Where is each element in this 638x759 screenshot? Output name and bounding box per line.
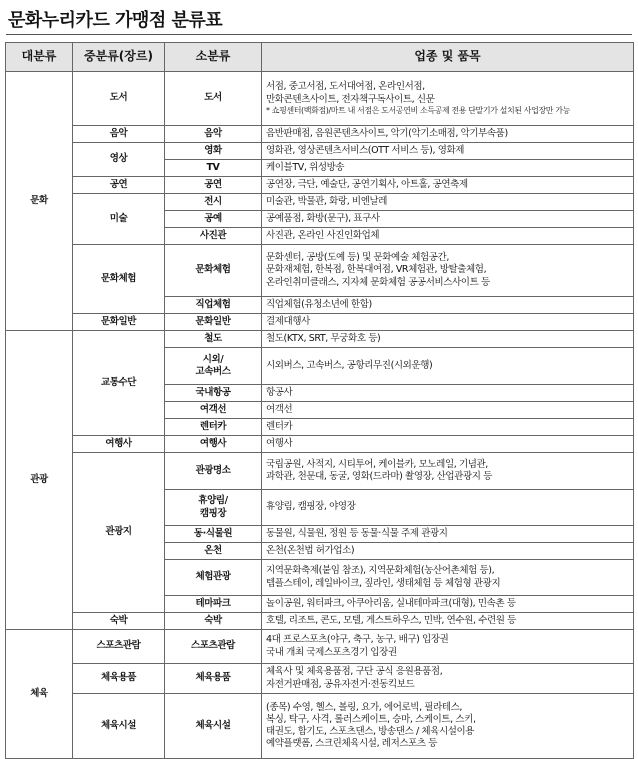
items-books	[262, 72, 634, 126]
mid-art: 미술	[73, 194, 165, 245]
sub-theme-park: 테마파크	[165, 596, 262, 613]
sub-sports-viewing: 스포츠관람	[165, 630, 262, 664]
mid-lodging: 숙박	[73, 613, 165, 630]
sub-movie: 영화	[165, 143, 262, 160]
major-sports: 체육	[6, 630, 73, 759]
items-theme-park: 놀이공원, 워터파크, 아쿠아리움, 실내테마파크(대형), 민속촌 등	[262, 596, 634, 613]
mid-books: 도서	[73, 72, 165, 126]
sub-attractions: 관광명소	[165, 453, 262, 490]
sub-craft: 공예	[165, 211, 262, 228]
items-exhibition: 미술관, 박물관, 화랑, 비엔날레	[262, 194, 634, 211]
page-title: 문화누리카드 가맹점 분류표	[8, 10, 223, 31]
table-row	[6, 314, 634, 331]
table-row	[6, 664, 634, 694]
sub-books: 도서	[165, 72, 262, 126]
items-movie: 영화관, 영상콘텐츠서비스(OTT 서비스 등), 영화제	[262, 143, 634, 160]
sub-zoo-garden: 동·식물원	[165, 526, 262, 543]
mid-travel-agency: 여행사	[73, 436, 165, 453]
table-row	[6, 613, 634, 630]
sub-sports-goods: 체육용품	[165, 664, 262, 694]
sub-rental-car: 렌터카	[165, 419, 262, 436]
sub-forest-camping: 휴양림/ 캠핑장	[165, 490, 262, 526]
items-attractions: 국립공원, 사적지, 시티투어, 케이블카, 모노레일, 기념관, 과학관, 천문대, 동굴, 영화(드라마) 촬영장, 산업관광지 등	[262, 453, 634, 490]
items-sports-goods: 체육사 및 체육용품점, 구단 공식 응원용품점, 자전거판매점, 공유자전거·전동킥보드	[262, 664, 634, 694]
header-items: 업종 및 품목	[262, 43, 634, 72]
table-row	[6, 194, 634, 211]
mid-music: 음악	[73, 126, 165, 143]
items-ferry: 여객선	[262, 402, 634, 419]
items-zoo-garden: 동물원, 식물원, 정원 등 동물·식물 주제 관광지	[262, 526, 634, 543]
sub-culture-experience: 문화체험	[165, 245, 262, 297]
items-music: 음반판매점, 음원콘텐츠사이트, 악기(악기소매점, 악기부속품)	[262, 126, 634, 143]
sub-photo-studio: 사진관	[165, 228, 262, 245]
items-experience-tour: 지역문화축제(붙임 참조), 지역문화체험(농산어촌체험 등), 템플스테이, 레일바이크, 짚라인, 생태체험 등 체험형 관광지	[262, 560, 634, 596]
items-photo-studio: 사진관, 온라인 사진인화업체	[262, 228, 634, 245]
table-row	[6, 630, 634, 664]
sub-culture-general: 문화일반	[165, 314, 262, 331]
major-tourism: 관광	[6, 331, 73, 630]
mid-video: 영상	[73, 143, 165, 177]
sub-domestic-air: 국내항공	[165, 385, 262, 402]
sub-performance: 공연	[165, 177, 262, 194]
sub-experience-tour: 체험관광	[165, 560, 262, 596]
items-job-experience: 직업체험(유청소년에 한함)	[262, 297, 634, 314]
table-row	[6, 694, 634, 759]
title-divider	[6, 34, 632, 35]
table-row	[6, 72, 634, 126]
mid-sports-viewing: 스포츠관람	[73, 630, 165, 664]
classification-table	[5, 42, 634, 759]
table-row	[6, 177, 634, 194]
items-performance: 공연장, 극단, 예술단, 공연기획사, 아트홀, 공연축제	[262, 177, 634, 194]
items-craft: 공예품점, 화방(문구), 표구사	[262, 211, 634, 228]
mid-culture-experience: 문화체험	[73, 245, 165, 314]
sub-exhibition: 전시	[165, 194, 262, 211]
sub-tv: TV	[165, 160, 262, 177]
mid-transport: 교통수단	[73, 331, 165, 436]
items-domestic-air: 항공사	[262, 385, 634, 402]
sub-lodging: 숙박	[165, 613, 262, 630]
book-store-note: * 쇼핑센터(백화점)/마트 내 서점은 도서공연비 소득공제 전용 단말기가 설치된 사업장만 가능	[266, 105, 570, 115]
sub-sports-facility: 체육시설	[165, 694, 262, 759]
sub-bus: 시외/ 고속버스	[165, 348, 262, 385]
items-sports-facility: (종목) 수영, 헬스, 볼링, 요가, 에어로빅, 필라테스, 복싱, 탁구, 사격, 롤러스케이트, 승마, 스케이트, 스키, 태권도, 합기도, 스포츠댄스, 방송댄스 / 체육시설이용 예약플랫폼, 스크린체육시설, 레저스포츠 등	[262, 694, 634, 759]
items-books-text: 서점, 중고서점, 도서대여점, 온라인서점, 만화콘텐츠사이트, 전자책구독사이트, 신문	[266, 81, 435, 105]
header-major: 대분류	[6, 43, 73, 72]
items-rail: 철도(KTX, SRT, 무궁화호 등)	[262, 331, 634, 348]
sub-hot-spring: 온천	[165, 543, 262, 560]
items-culture-general: 결제대행사	[262, 314, 634, 331]
table-row	[6, 331, 634, 348]
sub-rail: 철도	[165, 331, 262, 348]
sub-travel-agency: 여행사	[165, 436, 262, 453]
table-row	[6, 436, 634, 453]
items-culture-experience: 문화센터, 공방(도예 등) 및 문화예술 체험공간, 문화재체험, 한복점, 한복대여점, VR체험관, 방탈출체험, 온라인취미클래스, 지자체 문화체험 공공서비스사이트 등	[262, 245, 634, 297]
items-lodging: 호텔, 리조트, 콘도, 모텔, 게스트하우스, 민박, 연수원, 수련원 등	[262, 613, 634, 630]
items-hot-spring: 온천(온천법 허가업소)	[262, 543, 634, 560]
sub-job-experience: 직업체험	[165, 297, 262, 314]
items-travel-agency: 여행사	[262, 436, 634, 453]
mid-tourist-site: 관광지	[73, 453, 165, 613]
table-row	[6, 126, 634, 143]
table-row	[6, 245, 634, 297]
items-sports-viewing: 4대 프로스포츠(야구, 축구, 농구, 배구) 입장권 국내 개최 국제스포츠경기 입장권	[262, 630, 634, 664]
items-tv: 케이블TV, 위성방송	[262, 160, 634, 177]
items-forest-camping: 휴양림, 캠핑장, 야영장	[262, 490, 634, 526]
sub-music: 음악	[165, 126, 262, 143]
mid-performance: 공연	[73, 177, 165, 194]
table-row	[6, 143, 634, 160]
sub-ferry: 여객선	[165, 402, 262, 419]
mid-sports-goods: 체육용품	[73, 664, 165, 694]
header-mid: 중분류(장르)	[73, 43, 165, 72]
items-bus: 시외버스, 고속버스, 공항리무진(시외운행)	[262, 348, 634, 385]
header-row	[6, 43, 634, 72]
major-culture: 문화	[6, 72, 73, 331]
mid-sports-facility: 체육시설	[73, 694, 165, 759]
header-sub: 소분류	[165, 43, 262, 72]
mid-culture-general: 문화일반	[73, 314, 165, 331]
items-rental-car: 렌터카	[262, 419, 634, 436]
table-row	[6, 453, 634, 490]
